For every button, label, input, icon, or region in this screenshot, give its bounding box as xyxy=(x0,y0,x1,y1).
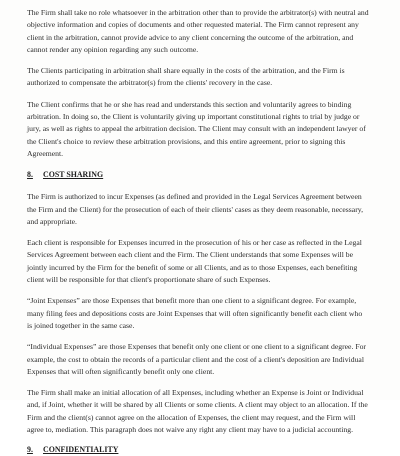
section-number: 8. xyxy=(27,170,33,180)
paragraph-expenses-authorized: The Firm is authorized to incur Expenses (as defined and provided in the Legal Services Agreement between the Firm and the Client) for the prosecution of each of their clients' cases as they deem reasonable, necessary, and appropriate. xyxy=(27,192,364,226)
section-number: 9. xyxy=(27,445,33,455)
paragraph-each-client-responsible: Each client is responsible for Expenses incurred in the prosecution of his or her case as reflected in the Legal Services Agreement between each client and the Firm. The Client understands that some Expenses will be jointly incurred by the Firm for the benefit of some or all Clients, and as to those Expenses, each benefiting client will be responsible for that client's proportionate share of such Expenses. xyxy=(27,238,362,285)
paragraph-arbitrator-role: The Firm shall take no role whatsoever in the arbitration other than to provide the arbitrator(s) with neutral and objective information and copies of documents and other requested material. The Firm cannot represent any client in the arbitration, cannot provide advice to any client concerning the outcome of the arbitration, and cannot render any opinion regarding any such outcome. xyxy=(27,8,369,54)
paragraph-arbitration-costs: The Clients participating in arbitration shall share equally in the costs of the arbitration, and the Firm is authorized to compensate the arbitrator(s) from the clients' recovery in the case. xyxy=(27,66,345,88)
section-title: CONFIDENTIALITY xyxy=(43,445,119,455)
paragraph-client-confirms: The Client confirms that he or she has read and understands this section and voluntarily agrees to binding arbitration. In doing so, the Client is voluntarily giving up important constitutional rights to trial by judge or jury, as well as rights to appeal the arbitration decision. The Client may consult with an independent lawyer of the Client's choice to review these arbitration provisions, and this entire agreement, prior to signing this Agreement. xyxy=(27,99,366,158)
section-heading-cost-sharing xyxy=(27,169,369,181)
paragraph-joint-expenses: “Joint Expenses” are those Expenses that benefit more than one client to a significant degree. For example, many filing fees and depositions costs are Joint Expenses that will often significantly benefit each client who is joined together in the same case. xyxy=(27,296,363,330)
section-heading-confidentiality xyxy=(27,444,369,456)
section-title: COST SHARING xyxy=(43,170,104,180)
paragraph-initial-allocation: The Firm shall make an initial allocation of all Expenses, including whether an Expense is Joint or Individual and, if Joint, whether it will be shared by all Clients or some clients. A client may object to an allocation. If the Firm and the client(s) cannot agree on the allocation of Expenses, the client may request, and the Firm will agree to, mediation. This paragraph does not waive any right any client may have to a judicial accounting. xyxy=(27,388,368,435)
paragraph-individual-expenses: “Individual Expenses” are those Expenses that benefit only one client or one client to a significant degree. For example, the cost to obtain the records of a particular client and the cost of a client's deposition are Individual Expenses that will often significantly benefit only one client. xyxy=(27,342,366,376)
